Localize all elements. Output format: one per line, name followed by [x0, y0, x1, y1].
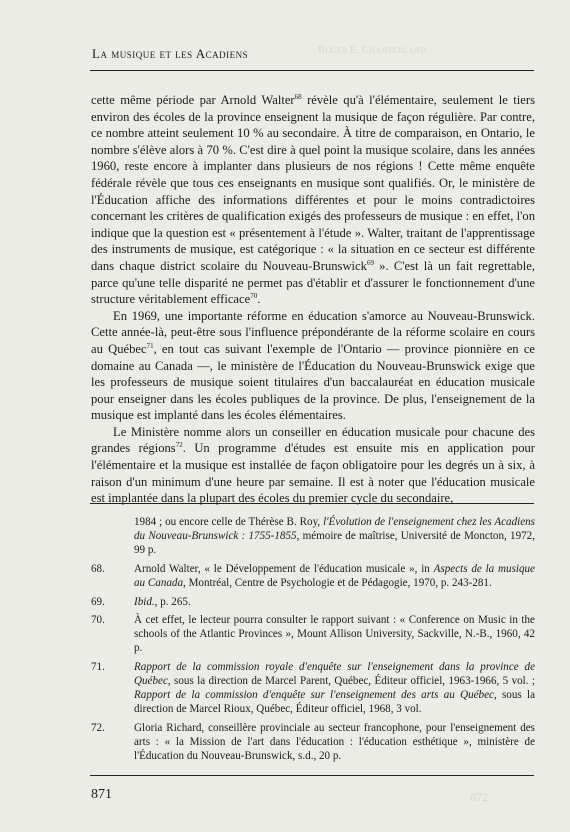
- footnote-ref-71: 71: [146, 341, 154, 350]
- paragraph-3: [91, 424, 535, 507]
- footnote-title: Ibid.: [134, 595, 155, 608]
- footnote-70: [91, 614, 535, 656]
- footnote-title: l'Évolution de l'enseignement chez les Acadiens du Nouveau-Brunswick : 1755-1855: [134, 516, 535, 542]
- text-run: . Un programme d'études est ensuite mis en application pour l'élémentaire et la musique est installée de façon obligatoire pour les degrés un à six, à raison d'un minimum d'une heure par semaine. Il est à noter que l'éducation musicale est implantée dans la plupart des écoles du premier cycle du secondaire,: [91, 441, 535, 506]
- footnote-text: À cet effet, le lecteur pourra consulter le rapport suivant : « Conference on Music in the schools of the Atlantic Provinces », Mount Allison University, Sackville, N.-B., 1960, 42 p.: [134, 614, 535, 655]
- footnote-text: , mémoire de maîtrise, Université de Moncton, 1972, 99 p.: [134, 529, 535, 556]
- footnote-number: 70.: [91, 614, 105, 627]
- footnote-title: Aspects de la musique au Canada: [134, 562, 535, 589]
- text-run: .: [257, 292, 261, 307]
- footnote-separator: [90, 503, 534, 504]
- footnote-68: [91, 563, 535, 591]
- footnote-text: Gloria Richard, conseillère provinciale au secteur francophone, pour l'enseignement des arts : « la Mission de l'art dans l'éducation : l'éducation esthétique », ministère de l'Éducation du Nouveau-Brunswick, s.d., 20 p.: [134, 721, 535, 762]
- bleed-through-page-number: 872: [470, 790, 488, 804]
- footnote-ref-68: 68: [294, 92, 302, 101]
- footnote-text: 1984 ; ou encore celle de Thérèse B. Roy,: [134, 516, 324, 528]
- footnote-ref-69: 69: [366, 258, 374, 267]
- footnote-text: , Montréal, Centre de Psychologie et de Pédagogie, 1970, p. 243-281.: [183, 576, 492, 589]
- running-header: La musique et les Acadiens: [92, 46, 249, 61]
- footnote-text: , sous la direction de Marcel Parent, Québec, Éditeur officiel, 1963-1966, 5 vol. ;: [167, 675, 535, 688]
- footnote-title: Rapport de la commission royale d'enquête sur l'enseignement dans la province de Québec: [134, 661, 535, 688]
- footer-rule: [90, 775, 534, 776]
- text-run: ». C'est là un fait regrettable, parce qu'une telle disparité ne permet pas d'établir et d'assurer le fonctionnement d'une structure véritablement efficace: [91, 258, 535, 307]
- footnote-number: 68.: [91, 562, 105, 575]
- footnote-text: , p. 265.: [154, 595, 191, 608]
- paragraph-1: [91, 92, 535, 308]
- text-run: En 1969, une importante réforme en éducation s'amorce au Nouveau-Brunswick. Cette année-là, peut-être sous l'influence prépondérante de la réforme scolaire en cours au Québec: [91, 308, 535, 356]
- footnote-ref-72: 72: [175, 441, 183, 450]
- footnote-text: , sous la direction de Marcel Rioux, Québec, Éditeur officiel, 1968, 3 vol.: [134, 688, 535, 715]
- footnote-71: [91, 661, 535, 717]
- header-rule: [90, 70, 534, 71]
- footnote-title: Rapport de la commission d'enquête sur l'enseignement des arts au Québec: [134, 688, 494, 701]
- footnote-continued: [91, 516, 535, 558]
- text-run: cette même période par Arnold Walter: [91, 93, 295, 107]
- footnote-72: [91, 722, 535, 764]
- footnote-number: 69.: [91, 595, 105, 608]
- text-run: , en tout cas suivant l'exemple de l'Ontario — province pionnière en ce domaine au Canada —, le ministère de l'Éducation du Nouveau-Brunswick exige que les professeurs de musique soient titulaires d'un baccalauréat en éducation musicale pour enseigner dans les écoles publiques de la province. De plus, l'enseignement de la musique est implanté dans les écoles élémentaires.: [91, 341, 535, 423]
- footnote-69: [91, 596, 535, 610]
- page-number: 871: [91, 787, 112, 802]
- bleed-through-header: Roger E. Chamberland: [318, 44, 426, 56]
- paragraph-2: [91, 308, 535, 424]
- footnote-number: 71.: [91, 661, 105, 674]
- footnote-text: Arnold Walter, « le Développement de l'éducation musicale », in: [134, 562, 434, 575]
- footnote-number: 72.: [91, 721, 105, 734]
- text-run: Le Ministère nomme alors un conseiller en éducation musicale pour chacune des grandes régions: [91, 424, 535, 456]
- footnotes: [91, 516, 535, 769]
- footnote-ref-70: 70: [250, 291, 258, 300]
- body-text: [91, 92, 535, 507]
- text-run: révèle qu'à l'élémentaire, seulement le tiers environ des écoles de la province enseignent la musique de façon régulière. Par contre, ce nombre atteint seulement 10 % au secondaire. À titre de comparaison, en Ontario, le nombre s'élève alors à 70 %. C'est dire à quel point la musique scolaire, dans les années 1960, reste encore à implanter dans plusieurs de nos régions ! Cette même enquête fédérale révèle que tous ces enseignants en musique sont qualifiés. Or, le ministère de l'Éducation affiche des informations différentes et pour le moins contradictoires concernant les critères de qualification exigés des professeurs de musique : en effet, l'on indique que la question est « présentement à l'étude ». Walter, traitant de l'apprentissage des instruments de musique, est catégorique : « la situation en ce secteur est différente dans chaque district scolaire du Nouveau-Brunswick: [91, 93, 535, 273]
